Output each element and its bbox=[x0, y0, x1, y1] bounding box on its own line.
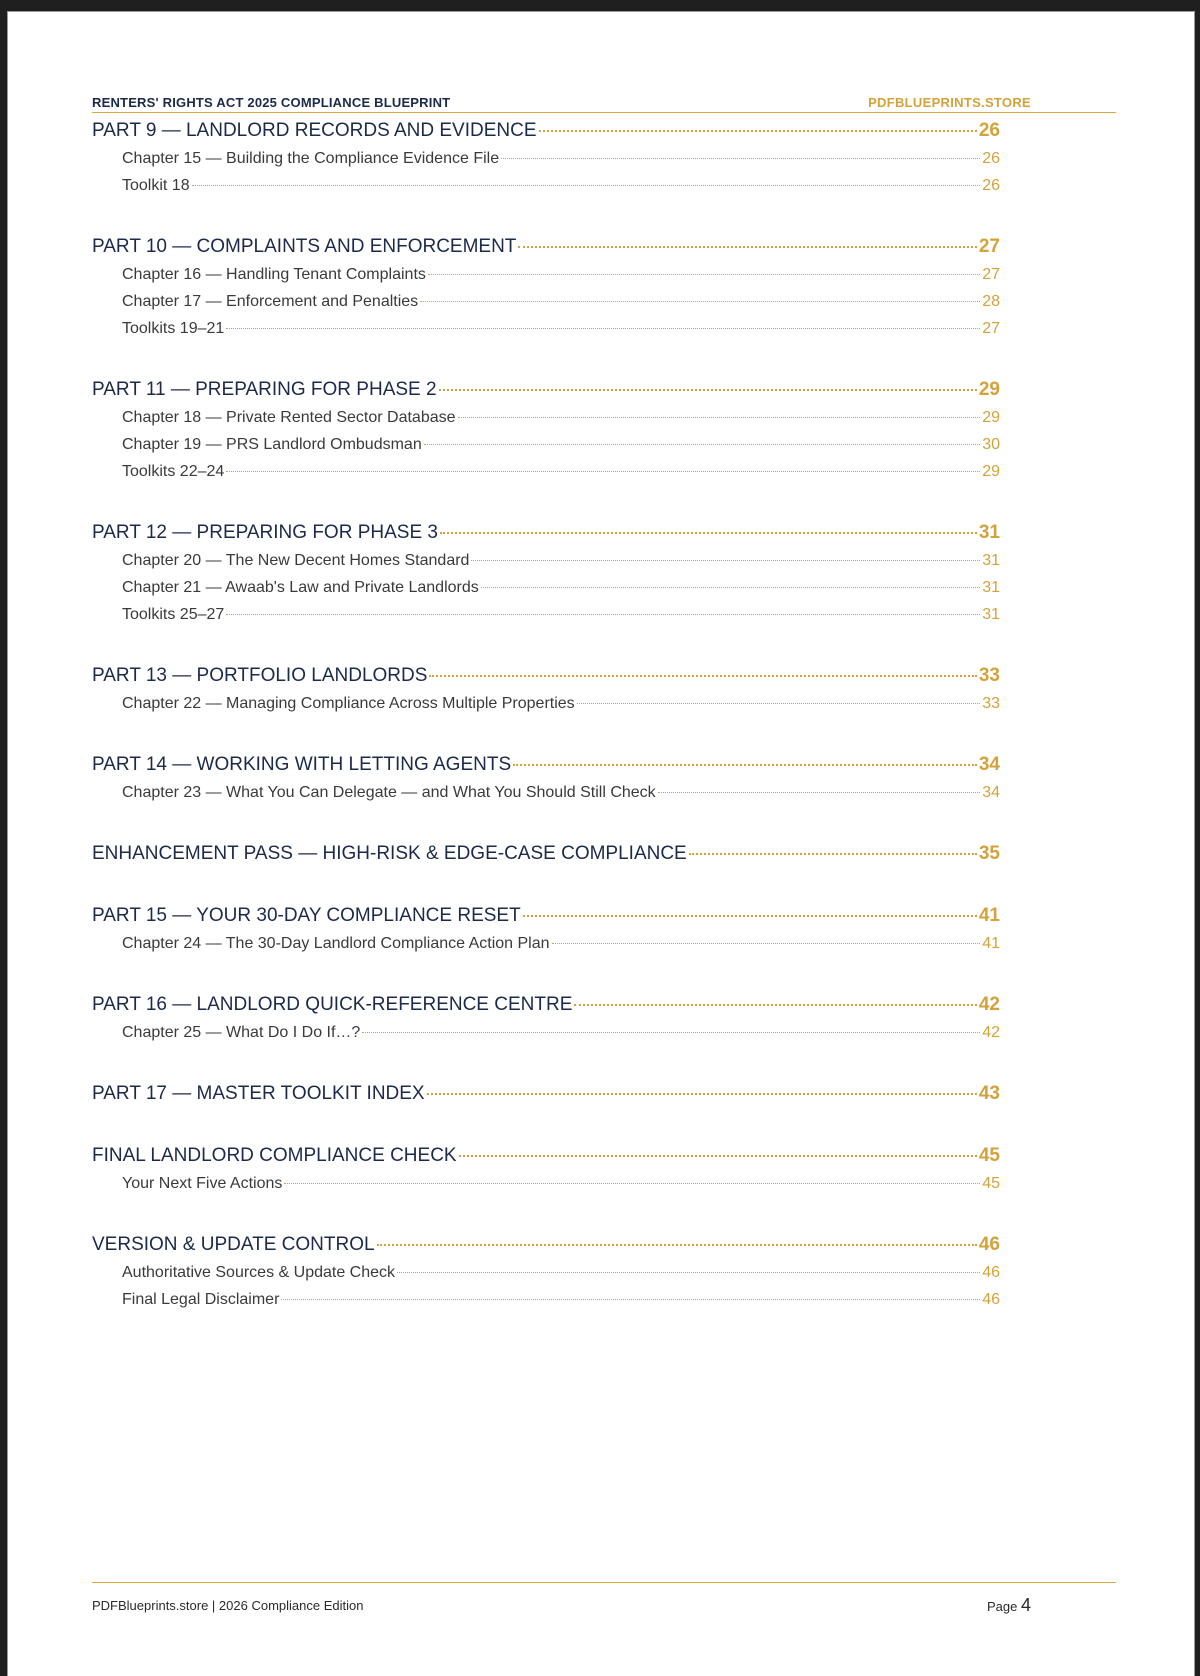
toc-part-entry[interactable] bbox=[92, 843, 1000, 873]
toc-chapter-entry[interactable] bbox=[92, 409, 1000, 436]
toc-chapter-entry[interactable] bbox=[92, 1175, 1000, 1202]
toc-chapter-title: Chapter 17 — Enforcement and Penalties bbox=[122, 293, 419, 310]
toc-spacer bbox=[92, 811, 1000, 843]
toc-part-page: 35 bbox=[978, 843, 1000, 864]
toc-chapter-entry[interactable] bbox=[92, 606, 1000, 633]
toc-dot-leader bbox=[226, 614, 980, 615]
toc-chapter-title: Chapter 21 — Awaab's Law and Private Landlords bbox=[122, 579, 479, 596]
toc-part-title: VERSION & UPDATE CONTROL bbox=[92, 1234, 375, 1255]
toc-part-page: 29 bbox=[978, 379, 1000, 400]
toc-chapter-entry[interactable] bbox=[92, 1264, 1000, 1291]
toc-chapter-entry[interactable] bbox=[92, 150, 1000, 177]
toc-chapter-page: 30 bbox=[982, 436, 1000, 453]
toc-dot-leader bbox=[440, 532, 977, 534]
toc-spacer bbox=[92, 347, 1000, 379]
toc-chapter-page: 46 bbox=[982, 1264, 1000, 1281]
document-title: RENTERS' RIGHTS ACT 2025 COMPLIANCE BLUEPRINT bbox=[92, 95, 451, 110]
toc-chapter-page: 27 bbox=[982, 266, 1000, 283]
toc-dot-leader bbox=[501, 158, 980, 159]
toc-dot-leader bbox=[513, 764, 977, 766]
toc-part-entry[interactable] bbox=[92, 905, 1000, 935]
toc-chapter-title: Final Legal Disclaimer bbox=[122, 1291, 280, 1308]
toc-dot-leader bbox=[428, 274, 980, 275]
toc-chapter-page: 27 bbox=[982, 320, 1000, 337]
toc-chapter-title: Chapter 23 — What You Can Delegate — and What You Should Still Check bbox=[122, 784, 656, 801]
toc-part-page: 42 bbox=[978, 994, 1000, 1015]
toc-part-entry[interactable] bbox=[92, 1145, 1000, 1175]
toc-chapter-entry[interactable] bbox=[92, 552, 1000, 579]
footer-edition: PDFBlueprints.store | 2026 Compliance Edition bbox=[92, 1598, 364, 1613]
table-of-contents bbox=[92, 120, 1000, 1318]
toc-dot-leader bbox=[427, 1093, 977, 1095]
toc-dot-leader bbox=[471, 560, 980, 561]
toc-dot-leader bbox=[439, 389, 977, 391]
toc-part-title: PART 15 — YOUR 30-DAY COMPLIANCE RESET bbox=[92, 905, 521, 926]
toc-chapter-title: Chapter 24 — The 30-Day Landlord Compliance Action Plan bbox=[122, 935, 550, 952]
toc-chapter-entry[interactable] bbox=[92, 1291, 1000, 1318]
toc-part-page: 27 bbox=[978, 236, 1000, 257]
toc-chapter-title: Chapter 15 — Building the Compliance Evidence File bbox=[122, 150, 500, 167]
toc-chapter-entry[interactable] bbox=[92, 463, 1000, 490]
toc-chapter-title: Chapter 25 — What Do I Do If…? bbox=[122, 1024, 361, 1041]
toc-spacer bbox=[92, 1113, 1000, 1145]
toc-dot-leader bbox=[284, 1183, 980, 1184]
toc-dot-leader bbox=[574, 1004, 976, 1006]
toc-dot-leader bbox=[281, 1299, 980, 1300]
toc-chapter-title: Authoritative Sources & Update Check bbox=[122, 1264, 396, 1281]
toc-dot-leader bbox=[362, 1032, 980, 1033]
footer-page-number: 4 bbox=[1020, 1595, 1031, 1615]
toc-part-title: PART 12 — PREPARING FOR PHASE 3 bbox=[92, 522, 438, 543]
toc-dot-leader bbox=[420, 301, 980, 302]
toc-chapter-title: Toolkits 19–21 bbox=[122, 320, 225, 337]
toc-dot-leader bbox=[552, 943, 981, 944]
toc-chapter-page: 26 bbox=[982, 150, 1000, 167]
toc-spacer bbox=[92, 1202, 1000, 1234]
toc-dot-leader bbox=[377, 1244, 977, 1246]
toc-chapter-entry[interactable] bbox=[92, 1024, 1000, 1051]
toc-part-entry[interactable] bbox=[92, 754, 1000, 784]
toc-dot-leader bbox=[192, 185, 981, 186]
toc-chapter-page: 26 bbox=[982, 177, 1000, 194]
toc-part-title: PART 17 — MASTER TOOLKIT INDEX bbox=[92, 1083, 425, 1104]
toc-dot-leader bbox=[424, 444, 980, 445]
page-header bbox=[92, 92, 1116, 113]
toc-chapter-title: Toolkits 25–27 bbox=[122, 606, 225, 623]
toc-chapter-page: 29 bbox=[982, 463, 1000, 480]
toc-part-entry[interactable] bbox=[92, 994, 1000, 1024]
toc-part-title: ENHANCEMENT PASS — HIGH-RISK & EDGE-CASE COMPLIANCE bbox=[92, 843, 687, 864]
toc-part-title: PART 16 — LANDLORD QUICK-REFERENCE CENTRE bbox=[92, 994, 573, 1015]
toc-part-entry[interactable] bbox=[92, 236, 1000, 266]
toc-chapter-entry[interactable] bbox=[92, 177, 1000, 204]
toc-part-title: PART 13 — PORTFOLIO LANDLORDS bbox=[92, 665, 428, 686]
toc-chapter-page: 33 bbox=[982, 695, 1000, 712]
toc-chapter-title: Toolkit 18 bbox=[122, 177, 190, 194]
toc-part-title: PART 9 — LANDLORD RECORDS AND EVIDENCE bbox=[92, 120, 537, 141]
toc-dot-leader bbox=[226, 328, 980, 329]
toc-chapter-page: 29 bbox=[982, 409, 1000, 426]
toc-spacer bbox=[92, 204, 1000, 236]
toc-part-title: PART 11 — PREPARING FOR PHASE 2 bbox=[92, 379, 437, 400]
toc-chapter-page: 46 bbox=[982, 1291, 1000, 1308]
toc-part-title: PART 14 — WORKING WITH LETTING AGENTS bbox=[92, 754, 512, 775]
footer-page-indicator bbox=[987, 1595, 1031, 1616]
toc-part-page: 26 bbox=[978, 120, 1000, 141]
toc-part-entry[interactable] bbox=[92, 120, 1000, 150]
toc-chapter-entry[interactable] bbox=[92, 266, 1000, 293]
toc-part-entry[interactable] bbox=[92, 1083, 1000, 1113]
toc-chapter-page: 28 bbox=[982, 293, 1000, 310]
toc-chapter-title: Your Next Five Actions bbox=[122, 1175, 283, 1192]
toc-part-entry[interactable] bbox=[92, 379, 1000, 409]
toc-dot-leader bbox=[481, 587, 980, 588]
toc-spacer bbox=[92, 490, 1000, 522]
toc-chapter-page: 45 bbox=[982, 1175, 1000, 1192]
toc-part-page: 33 bbox=[978, 665, 1000, 686]
toc-part-page: 41 bbox=[978, 905, 1000, 926]
toc-part-title: FINAL LANDLORD COMPLIANCE CHECK bbox=[92, 1145, 457, 1166]
toc-chapter-page: 31 bbox=[982, 552, 1000, 569]
toc-chapter-page: 34 bbox=[982, 784, 1000, 801]
toc-dot-leader bbox=[658, 792, 981, 793]
toc-chapter-title: Chapter 22 — Managing Compliance Across Multiple Properties bbox=[122, 695, 575, 712]
toc-chapter-page: 42 bbox=[982, 1024, 1000, 1041]
toc-spacer bbox=[92, 722, 1000, 754]
toc-spacer bbox=[92, 633, 1000, 665]
toc-chapter-entry[interactable] bbox=[92, 436, 1000, 463]
footer-page-label: Page bbox=[986, 1599, 1018, 1614]
toc-part-page: 34 bbox=[978, 754, 1000, 775]
toc-dot-leader bbox=[518, 246, 976, 248]
toc-chapter-entry[interactable] bbox=[92, 293, 1000, 320]
toc-chapter-page: 41 bbox=[982, 935, 1000, 952]
toc-chapter-entry[interactable] bbox=[92, 784, 1000, 811]
toc-chapter-title: Toolkits 22–24 bbox=[122, 463, 225, 480]
toc-chapter-title: Chapter 16 — Handling Tenant Complaints bbox=[122, 266, 426, 283]
toc-chapter-entry[interactable] bbox=[92, 695, 1000, 722]
page-footer bbox=[92, 1582, 1116, 1623]
toc-dot-leader bbox=[397, 1272, 980, 1273]
toc-chapter-page: 31 bbox=[982, 606, 1000, 623]
toc-part-title: PART 10 — COMPLAINTS AND ENFORCEMENT bbox=[92, 236, 517, 257]
toc-part-page: 43 bbox=[978, 1083, 1000, 1104]
site-name: PDFBLUEPRINTS.STORE bbox=[868, 95, 1031, 110]
toc-dot-leader bbox=[226, 471, 980, 472]
toc-part-entry[interactable] bbox=[92, 522, 1000, 552]
toc-part-entry[interactable] bbox=[92, 1234, 1000, 1264]
toc-spacer bbox=[92, 873, 1000, 905]
toc-dot-leader bbox=[458, 417, 981, 418]
toc-dot-leader bbox=[429, 675, 976, 677]
toc-chapter-title: Chapter 18 — Private Rented Sector Database bbox=[122, 409, 456, 426]
toc-part-page: 45 bbox=[978, 1145, 1000, 1166]
toc-dot-leader bbox=[689, 853, 977, 855]
toc-spacer bbox=[92, 1051, 1000, 1083]
toc-dot-leader bbox=[539, 130, 977, 132]
document-page bbox=[8, 12, 1194, 1676]
toc-chapter-page: 31 bbox=[982, 579, 1000, 596]
toc-part-page: 31 bbox=[978, 522, 1000, 543]
toc-chapter-entry[interactable] bbox=[92, 935, 1000, 962]
toc-chapter-title: Chapter 20 — The New Decent Homes Standard bbox=[122, 552, 470, 569]
toc-part-entry[interactable] bbox=[92, 665, 1000, 695]
toc-chapter-title: Chapter 19 — PRS Landlord Ombudsman bbox=[122, 436, 422, 453]
toc-dot-leader bbox=[459, 1155, 977, 1157]
toc-dot-leader bbox=[523, 915, 977, 917]
toc-part-page: 46 bbox=[978, 1234, 1000, 1255]
toc-dot-leader bbox=[577, 703, 981, 704]
toc-chapter-entry[interactable] bbox=[92, 579, 1000, 606]
toc-spacer bbox=[92, 962, 1000, 994]
toc-chapter-entry[interactable] bbox=[92, 320, 1000, 347]
